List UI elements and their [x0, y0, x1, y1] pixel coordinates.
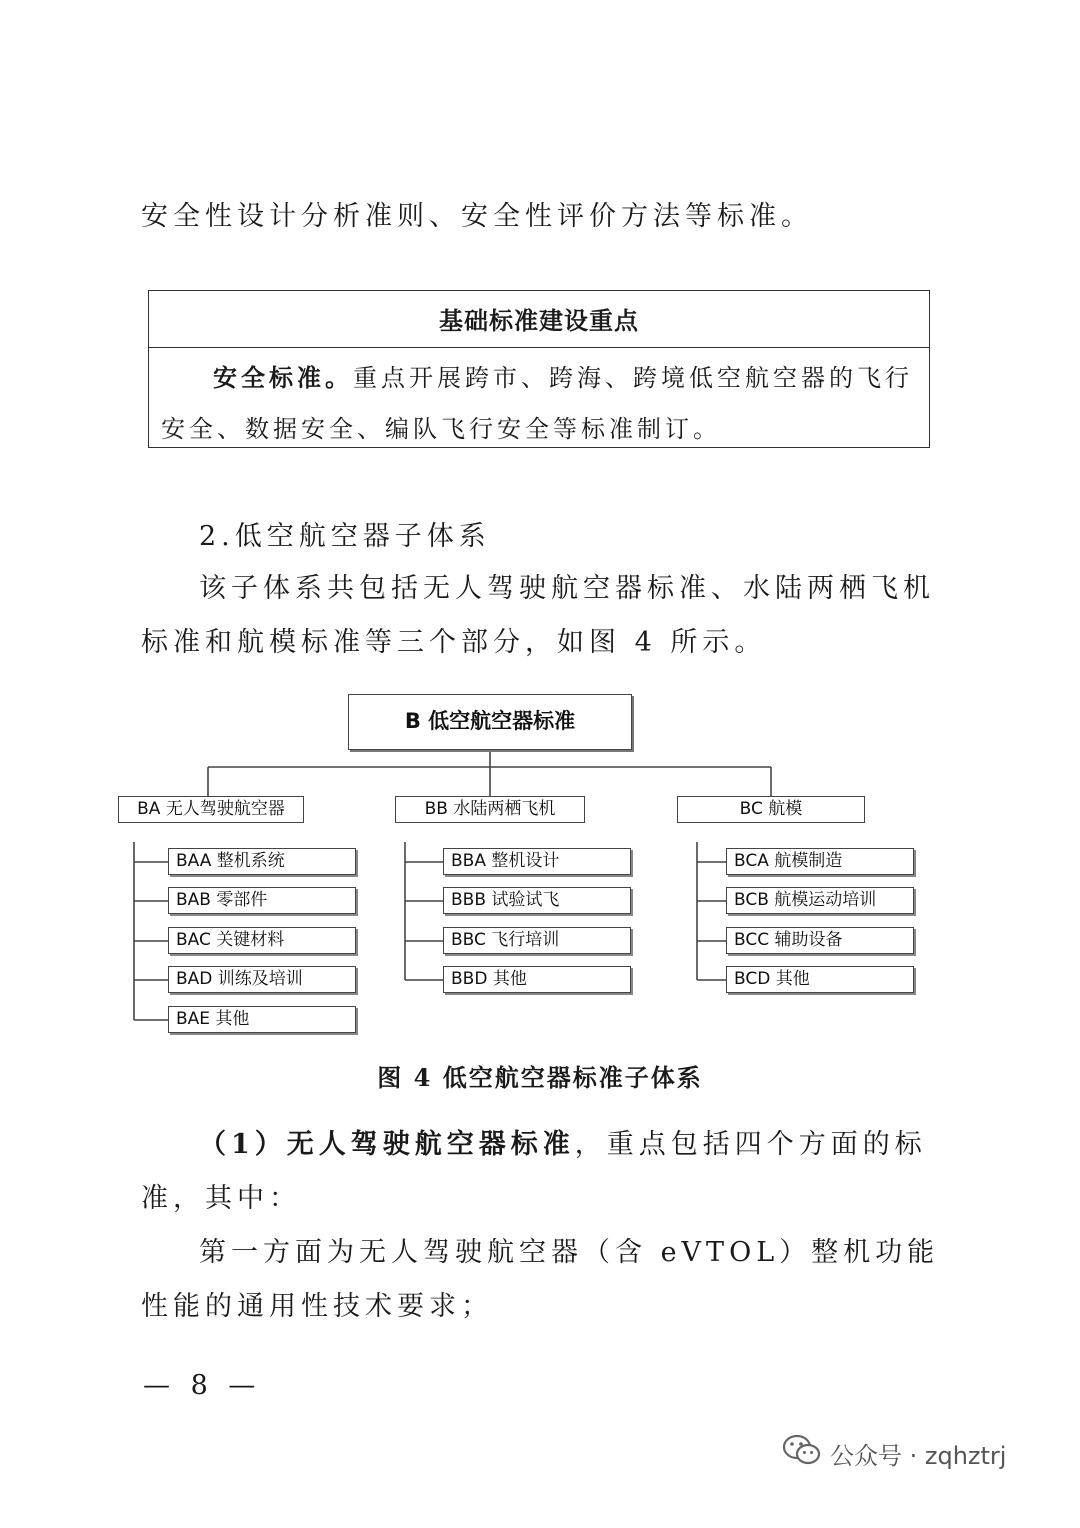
wechat-watermark — [782, 1433, 1006, 1473]
chart-leaf-bad: BAD 训练及培训 — [168, 966, 356, 993]
body-paragraph-line: 安全性设计分析准则、安全性评价方法等标准。 — [141, 201, 813, 232]
chart-leaf-bab: BAB 零部件 — [168, 887, 356, 914]
figure-caption: 图 4 低空航空器标准子体系 — [377, 1063, 703, 1092]
chart-category-ba: BA 无人驾驶航空器 — [118, 796, 304, 823]
chart-leaf-bba: BBA 整机设计 — [443, 848, 631, 875]
highlight-box-lead: 安全标准。 — [213, 363, 353, 392]
page-number: — 8 — — [143, 1370, 262, 1401]
chart-leaf-bcc: BCC 辅助设备 — [726, 927, 914, 954]
highlight-box-title: 基础标准建设重点 — [149, 291, 929, 348]
chart-root-node: B 低空航空器标准 — [348, 694, 632, 750]
chart-leaf-bbd: BBD 其他 — [443, 966, 631, 993]
chart-leaf-bae: BAE 其他 — [168, 1006, 356, 1033]
chart-leaf-bbc: BBC 飞行培训 — [443, 927, 631, 954]
chart-leaf-bca: BCA 航模制造 — [726, 848, 914, 875]
point-paragraph: 第一方面为无人驾驶航空器（含 eVTOL）整机功能性能的通用性技术要求； — [141, 1237, 940, 1322]
chart-leaf-bcd: BCD 其他 — [726, 966, 914, 993]
watermark-text: 公众号 · zqhztrj — [830, 1441, 1007, 1470]
subsection-text: ，重点包括四个方面的标准，其中： — [141, 1129, 927, 1214]
section-heading: 2.低空航空器子体系 — [199, 521, 491, 552]
highlight-box-text: 重点开展跨市、跨海、跨境低空航空器的飞行安全、数据安全、编队飞行安全等标准制订。 — [161, 364, 913, 443]
chart-category-bc: BC 航模 — [677, 796, 865, 823]
chart-leaf-bcb: BCB 航模运动培训 — [726, 887, 914, 914]
chart-leaf-bbb: BBB 试验试飞 — [443, 887, 631, 914]
chart-leaf-baa: BAA 整机系统 — [168, 848, 356, 875]
intro-paragraph: 该子体系共包括无人驾驶航空器标准、水陆两栖飞机标准和航模标准等三个部分，如图 4 所示。 — [141, 573, 935, 658]
chart-category-bb: BB 水陆两栖飞机 — [395, 796, 585, 823]
wechat-icon — [782, 1433, 822, 1473]
subsection-paragraph — [141, 1118, 941, 1226]
chart-leaf-bac: BAC 关键材料 — [168, 927, 356, 954]
subsection-lead: （1）无人驾驶航空器标准 — [199, 1129, 575, 1160]
